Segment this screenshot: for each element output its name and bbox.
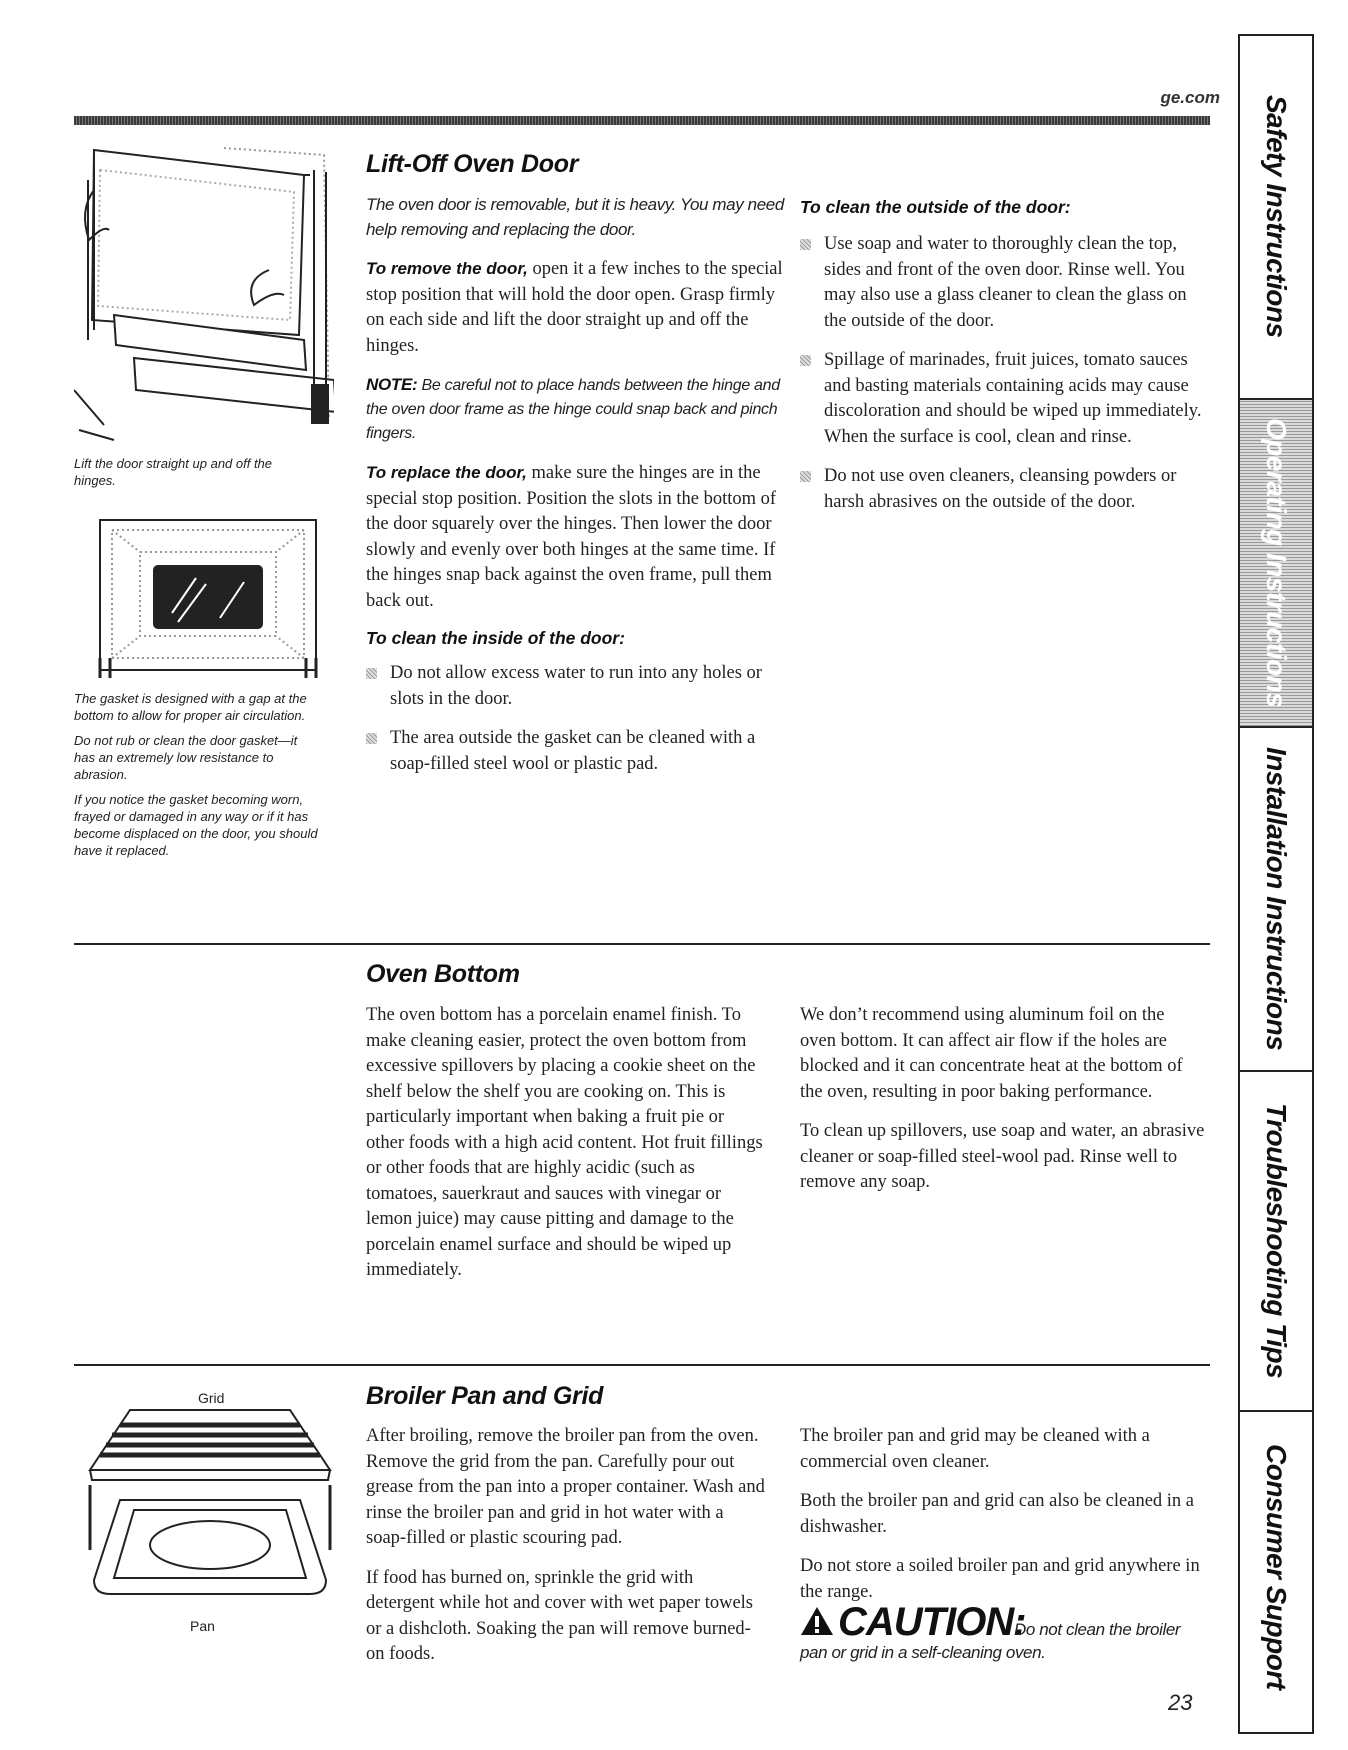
tab-installation-instructions[interactable] — [1240, 728, 1312, 1070]
remove-door-paragraph — [366, 256, 786, 359]
outside-bullet-2-text: Spillage of marinades, fruit juices, tomato sauces and basting materials containing acids may cause discoloration and should be wiped up immediately. When the surface is cool, clean and rinse. — [824, 350, 1202, 447]
caption-lift-door: Lift the door straight up and off the hinges. — [74, 456, 273, 488]
label-grid: Grid — [198, 1390, 225, 1406]
label-pan: Pan — [190, 1618, 215, 1634]
lift-door-illustration — [74, 130, 334, 450]
broiler-paragraph-3: The broiler pan and grid may be cleaned with a commercial oven cleaner. — [800, 1426, 1150, 1472]
side-tab-strip — [1238, 34, 1314, 1734]
lift-off-column — [366, 192, 786, 791]
broiler-column-2 — [800, 1424, 1205, 1605]
bullet-icon — [800, 355, 811, 366]
broiler-pan-grid-illustration — [80, 1380, 340, 1640]
site-url: ge.com — [1160, 88, 1220, 107]
inside-bullet-1-text: Do not allow excess water to run into any holes or slots in the door. — [390, 663, 762, 709]
outside-bullet-1-text: Use soap and water to thoroughly clean the top, sides and front of the oven door. Rinse well. You may also use a glass cleaner to clean the glass on the outside of the door. — [824, 234, 1187, 331]
inside-door-heading: To clean the inside of the door: — [366, 628, 625, 648]
inside-bullet-1 — [366, 661, 786, 712]
replace-door-lead: To replace the door, — [366, 463, 527, 482]
oven-bottom-paragraph-1: The oven bottom has a porcelain enamel finish. To make cleaning easier, protect the oven bottom from excessive spillovers by placing a cookie sheet on the shelf below the shelf you are cooking on. This is particularly important when baking a fruit pie or other foods with a high acid content. Hot fruit fillings or other foods that are highly acidic (such as tomatoes, sauerkraut and sauces with vinegar or lemon juice) may cause pitting and damage to the porcelain enamel surface and should be wiped up immediately. — [366, 1005, 763, 1280]
oven-gasket-illustration — [80, 518, 336, 678]
bullet-icon — [800, 471, 811, 482]
lift-off-intro: The oven door is removable, but it is heavy. You may need help removing and replacing the door. — [366, 195, 784, 239]
caption-gasket-1: The gasket is designed with a gap at the bottom to allow for proper air circulation. — [74, 691, 307, 723]
tab-troubleshooting-tips-label: Troubleshooting Tips — [1261, 1103, 1292, 1379]
inside-bullet-2-text: The area outside the gasket can be cleaned with a soap-filled steel wool or plastic pad. — [390, 728, 756, 774]
oven-bottom-paragraph-3: To clean up spillovers, use soap and water, an abrasive cleaner or soap-filled steel-wool pad. Rinse well to remove any soap. — [800, 1121, 1205, 1192]
bullet-icon — [800, 239, 811, 250]
remove-door-text: open it a few inches to the special stop position that will hold the door open. Grasp firmly on each side and lift the door straight up and off the hinges. — [366, 259, 783, 356]
outside-door-heading: To clean the outside of the door: — [800, 197, 1071, 217]
caption-gasket-3: If you notice the gasket becoming worn, frayed or damaged in any way or if it has become displaced on the door, you should have it replaced. — [74, 792, 318, 858]
broiler-paragraph-2: If food has burned on, sprinkle the grid with detergent while hot and cover with wet paper towels or a dishcloth. Soaking the pan will remove burned-on foods. — [366, 1567, 754, 1664]
note-lead: NOTE: — [366, 375, 418, 394]
inside-bullet-2 — [366, 726, 786, 777]
tab-operating-instructions-label: Operating Instructions — [1261, 418, 1292, 708]
caption-gasket — [74, 690, 319, 867]
section-title-lift-off: Lift-Off Oven Door — [366, 150, 579, 178]
broiler-paragraph-5: Do not store a soiled broiler pan and grid anywhere in the range. — [800, 1556, 1200, 1602]
section-divider-2 — [74, 1364, 1210, 1366]
page-number: 23 — [1168, 1690, 1193, 1715]
header-rule — [74, 116, 1210, 125]
section-title-broiler: Broiler Pan and Grid — [366, 1382, 604, 1410]
oven-bottom-column-2 — [800, 1003, 1205, 1196]
bullet-icon — [366, 668, 377, 679]
caution-text: Do not clean the broiler pan or grid in a self-cleaning oven. — [800, 1620, 1181, 1662]
tab-consumer-support-label: Consumer Support — [1261, 1444, 1292, 1690]
outside-bullet-2 — [800, 348, 1205, 450]
broiler-column-1 — [366, 1424, 766, 1668]
tab-safety-instructions[interactable] — [1240, 56, 1312, 376]
broiler-paragraph-1: After broiling, remove the broiler pan from the oven. Remove the grid from the pan. Carefully pour out grease from the pan into a proper container. Wash and rinse the broiler pan and grid in hot water with a soap-filled or plastic scouring pad. — [366, 1426, 765, 1548]
section-title-oven-bottom: Oven Bottom — [366, 960, 520, 988]
tab-consumer-support[interactable] — [1240, 1412, 1312, 1722]
outside-door-column — [800, 197, 1205, 529]
tab-troubleshooting-tips[interactable] — [1240, 1072, 1312, 1410]
outside-bullet-3 — [800, 464, 1205, 515]
broiler-paragraph-4: Both the broiler pan and grid can also be cleaned in a dishwasher. — [800, 1491, 1195, 1537]
outside-bullet-1 — [800, 232, 1205, 334]
replace-door-paragraph — [366, 460, 786, 614]
caution-title: CAUTION: — [838, 1600, 1026, 1644]
bullet-icon — [366, 733, 377, 744]
caption-gasket-2: Do not rub or clean the door gasket—it has an extremely low resistance to abrasion. — [74, 733, 298, 782]
tab-operating-instructions[interactable] — [1240, 400, 1312, 726]
note-paragraph — [366, 373, 786, 446]
tab-safety-instructions-label: Safety Instructions — [1261, 94, 1292, 338]
outside-bullet-3-text: Do not use oven cleaners, cleansing powders or harsh abrasives on the outside of the door. — [824, 466, 1177, 512]
note-text: Be careful not to place hands between the hinge and the oven door frame as the hinge could snap back and pinch fingers. — [366, 377, 780, 442]
replace-door-text: make sure the hinges are in the special stop position. Position the slots in the bottom of the door squarely over the hinges. Then lower the door slowly and evenly over both hinges at the same time. If the hinges snap back against the oven frame, pull them back out. — [366, 463, 777, 611]
tab-installation-instructions-label: Installation Instructions — [1261, 747, 1292, 1051]
section-divider-1 — [74, 943, 1210, 945]
oven-bottom-paragraph-2: We don’t recommend using aluminum foil on the oven bottom. It can affect air flow if the holes are blocked and it can concentrate heat at the bottom of the oven, resulting in poor baking performance. — [800, 1005, 1183, 1102]
remove-door-lead: To remove the door, — [366, 259, 528, 278]
